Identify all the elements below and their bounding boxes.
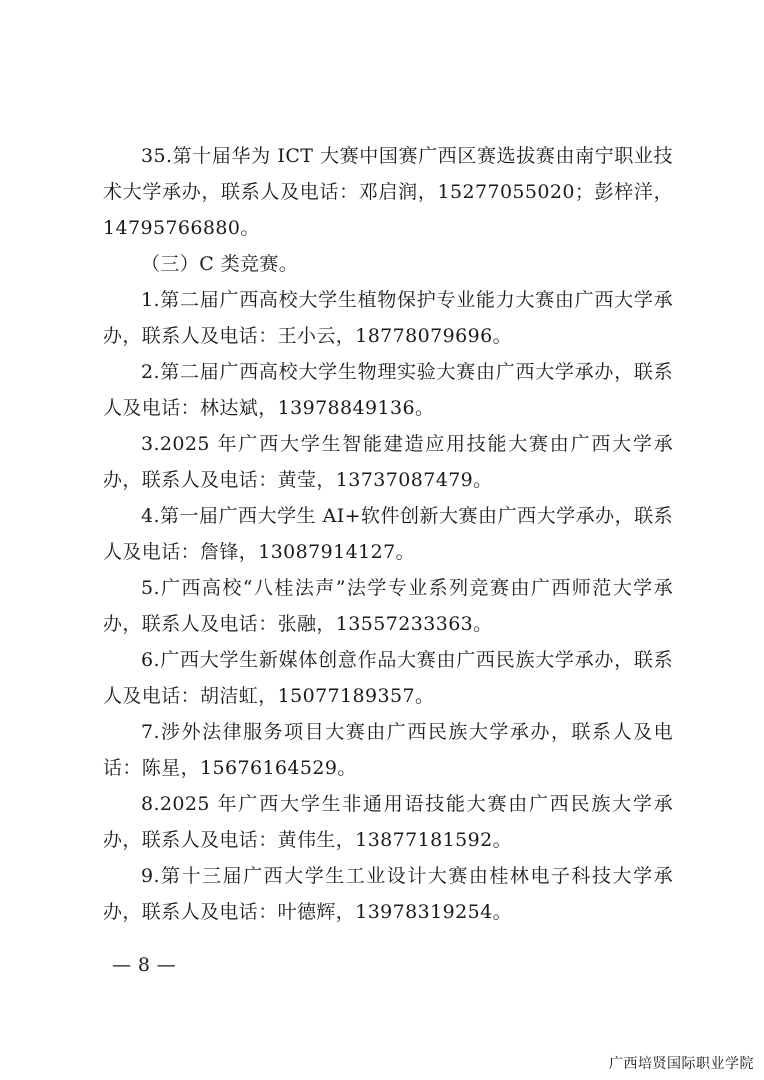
competition-item-8: 8.2025 年广西大学生非通用语技能大赛由广西民族大学承办，联系人及电话：黄伟生，13877181592。 [103,793,673,851]
competition-item-35: 35.第十届华为 ICT 大赛中国赛广西区赛选拔赛由南宁职业技术大学承办，联系人及电话：邓启润，15277055020；彭梓洋，14795766880。 [103,145,673,239]
watermark-text: 广西培贤国际职业学院 [609,1056,754,1072]
competition-item-5: 5.广西高校“八桂法声”法学专业系列竞赛由广西师范大学承办，联系人及电话：张融，13557233363。 [103,577,673,635]
page-number: — 8 — [112,954,177,976]
competition-item-2: 2.第二届广西高校大学生物理实验大赛由广西大学承办，联系人及电话：林达斌，13978849136。 [103,361,673,419]
document-body [103,138,673,930]
competition-item-3: 3.2025 年广西大学生智能建造应用技能大赛由广西大学承办，联系人及电话：黄莹，13737087479。 [103,433,673,491]
section-heading-c-class: （三）C 类竞赛。 [141,253,299,275]
competition-item-1: 1.第二届广西高校大学生植物保护专业能力大赛由广西大学承办，联系人及电话：王小云，18778079696。 [103,289,673,347]
competition-item-9: 9.第十三届广西大学生工业设计大赛由桂林电子科技大学承办，联系人及电话：叶德辉，13978319254。 [103,865,673,923]
competition-item-4: 4.第一届广西大学生 AI+软件创新大赛由广西大学承办，联系人及电话：詹锋，13087914127。 [103,505,673,563]
competition-item-6: 6.广西大学生新媒体创意作品大赛由广西民族大学承办，联系人及电话：胡洁虹，15077189357。 [103,649,673,707]
competition-item-7: 7.涉外法律服务项目大赛由广西民族大学承办，联系人及电话：陈星，15676164529。 [103,721,673,779]
